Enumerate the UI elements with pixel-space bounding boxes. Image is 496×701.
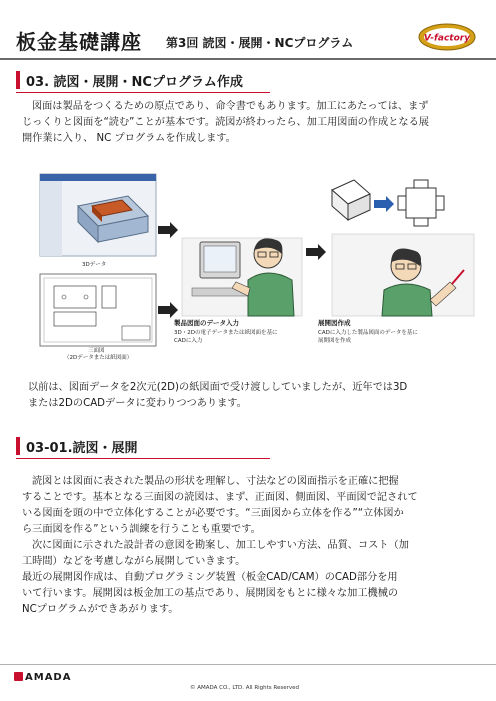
arrow-right-3 [306, 244, 326, 260]
paragraph-line: ら三面図を作る”という訓練を行うことも重要です。 [22, 524, 261, 535]
arrow-right-2 [158, 302, 178, 318]
label-data-input-desc-2: CADに入力 [174, 338, 203, 344]
label-data-input-desc-1: 3D・2Dの電子データまたは紙図面を基に [174, 330, 278, 336]
label-three-view-note: （2Dデータまたは紙図面） [64, 355, 133, 361]
operator-at-cad-image [182, 238, 302, 316]
svg-text:V-factory: V-factory [423, 33, 471, 44]
section-heading-1-text: 03. 読図・展開・NCプログラム作成 [26, 74, 243, 90]
caption-line: または2DのCADデータに変わりつつあります。 [28, 398, 247, 409]
section-underline [16, 458, 270, 459]
label-unfold-title: 展開図作成 [318, 319, 351, 327]
unfold-drawing-image [332, 180, 474, 316]
paragraph-line: 開作業に入り、 NC プログラムを作成します。 [22, 133, 236, 144]
v-factory-logo [418, 22, 476, 52]
section-underline [16, 92, 270, 93]
process-illustration [36, 170, 476, 375]
page-title: 板金基礎講座 [16, 30, 142, 54]
copyright-notice: © AMADA CO., LTD. All Rights Reserved [190, 685, 300, 691]
paragraph-line: 読図とは図面に表された製品の形状を理解し、寸法などの図面指示を正確に把握 [32, 476, 399, 487]
section-marker [16, 71, 20, 89]
amada-logo [14, 672, 71, 683]
amada-logo-mark [14, 672, 23, 681]
caption-line: 以前は、図面データを2次元(2D)の紙図面で受け渡ししていましたが、近年では3D [28, 382, 408, 393]
label-unfold-desc-2: 展開図を作成 [318, 338, 352, 344]
section-1-paragraph [22, 99, 480, 147]
three-view-drawing-image [40, 274, 156, 346]
section-2-paragraph [22, 474, 482, 618]
label-unfold-desc-1: CADに入力した製品図面のデータを基に [318, 330, 418, 336]
label-data-input-title: 製品図面のデータ入力 [174, 319, 239, 327]
footer-divider [0, 664, 496, 665]
3d-data-image [40, 174, 156, 256]
section-heading-2-text: 03-01.読図・展開 [26, 440, 138, 456]
label-three-view: 三面図 [88, 348, 105, 354]
arrow-blue [374, 196, 394, 212]
label-3d-data: 3Dデータ [82, 262, 107, 268]
paragraph-line: 次に図面に示された設計者の意図を勘案し、加工しやすい方法、品質、コスト（加 [32, 540, 409, 551]
process-figure [36, 170, 476, 375]
paragraph-line: 工時間）などを考慮しながら展開していきます。 [22, 556, 246, 567]
section-marker [16, 437, 20, 455]
arrow-right-1 [158, 222, 178, 238]
paragraph-line: いて行います。展開図は板金加工の基点であり、展開図をもとに様々な加工機械の [22, 588, 399, 599]
section-heading-2 [16, 436, 138, 456]
paragraph-line: じっくりと図面を“読む”ことが基本です。読図が終わったら、加工用図面の作成となる展 [22, 117, 429, 128]
paragraph-line: いる図面を頭の中で立体化することが必要です。“三面図から立体を作る”“立体図か [22, 508, 404, 519]
page-subtitle: 第3回 読図・展開・NCプログラム [166, 36, 354, 50]
paragraph-line: 最近の展開図作成は、自動プログラミング装置（板金CAD/CAM）のCAD部分を用 [22, 572, 398, 583]
title-divider [0, 58, 496, 60]
figure-caption [28, 380, 480, 412]
section-heading-1 [16, 70, 243, 90]
paragraph-line: 図面は製品をつくるための原点であり、命令書でもあります。加工にあたっては、まず [32, 101, 429, 112]
paragraph-line: することです。基本となる三面図の読図は、まず、正面図、側面図、平面図で記されて [22, 492, 418, 503]
amada-logo-text: AMADA [25, 672, 72, 683]
paragraph-line: NCプログラムができあがります。 [22, 604, 179, 615]
